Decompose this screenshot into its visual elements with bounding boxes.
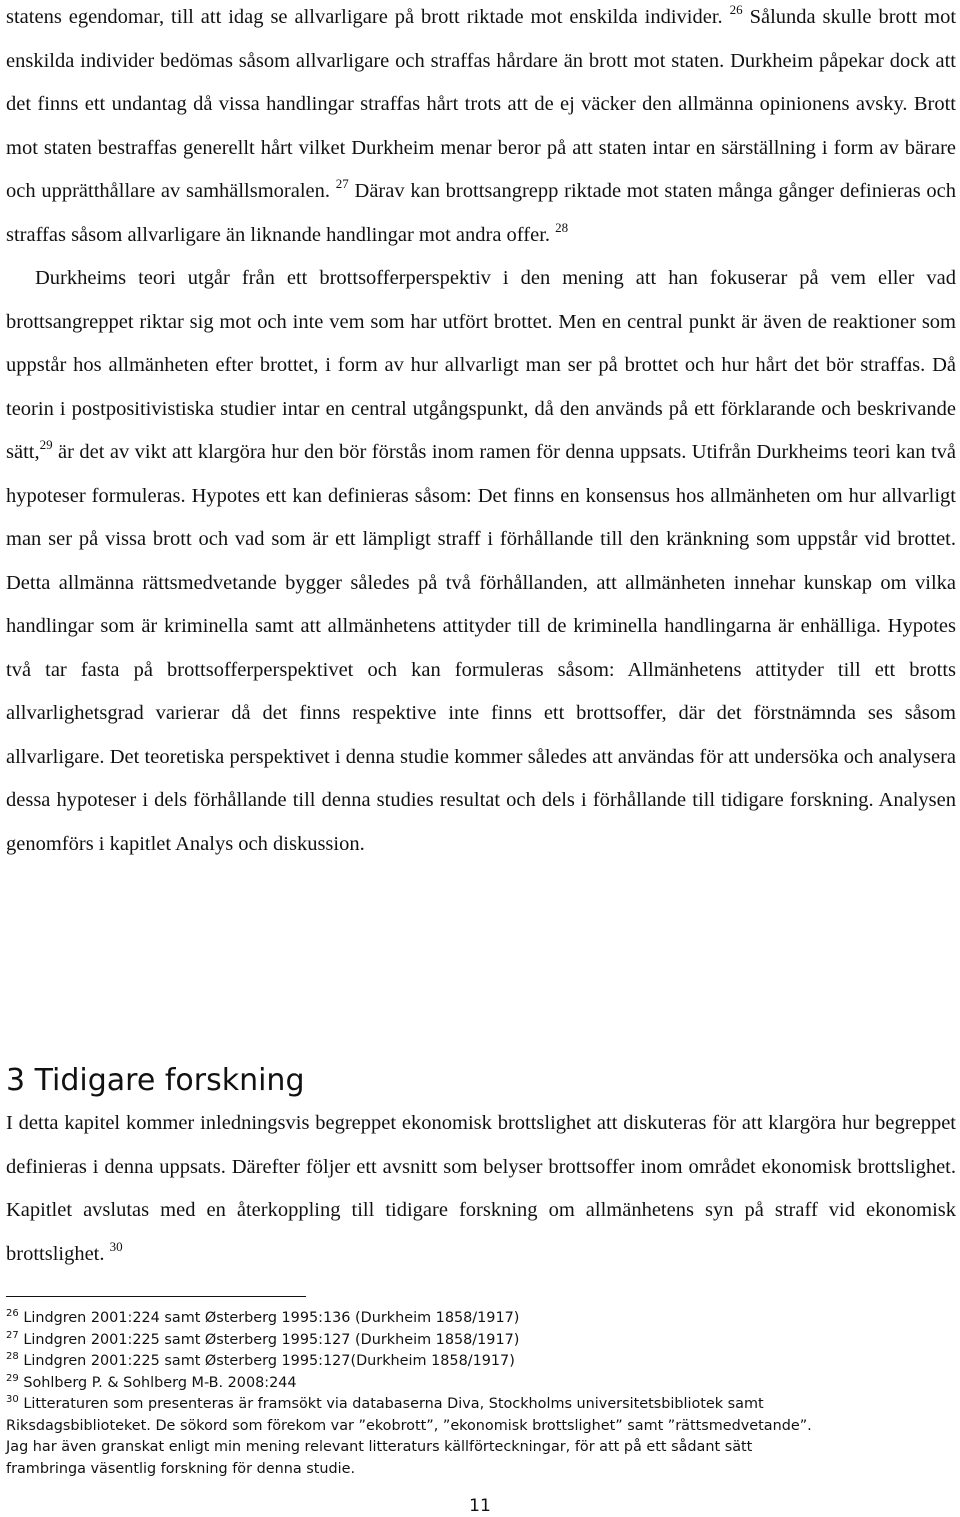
footnote-30-line-3: Jag har även granskat enligt min mening relevant litteraturs källförteckningar, för att på ett sådant sätt xyxy=(6,1439,753,1455)
footnote-27 xyxy=(6,1330,956,1352)
footnote-separator xyxy=(6,1296,306,1297)
body-text xyxy=(6,0,956,866)
footnote-number: 28 xyxy=(6,1351,19,1362)
footnote-29 xyxy=(6,1373,956,1395)
footnote-ref-30[interactable]: 30 xyxy=(109,1238,123,1254)
footnote-30-line-2: Riksdagsbiblioteket. De sökord som förekom var ”ekobrott”, ”ekonomisk brottslighet” samt ”rättsmedvetande”. xyxy=(6,1417,812,1434)
paragraph-3 xyxy=(6,1102,956,1276)
footnote-30-line-4: frambringa väsentlig forskning för denna studie. xyxy=(6,1460,356,1477)
paragraph-2 xyxy=(6,257,956,866)
footnote-text: Lindgren 2001:225 samt Østerberg 1995:127(Durkheim 1858/1917) xyxy=(23,1353,515,1369)
chapter-intro xyxy=(6,1102,956,1276)
page-number: 11 xyxy=(469,1496,491,1516)
footnote-number: 30 xyxy=(6,1394,19,1405)
paragraph-text: I detta kapitel kommer inledningsvis begreppet ekonomisk brottslighet att diskuteras för att klargöra hur begreppet definieras i denna uppsats. Därefter följer ett avsnitt som belyser brottsoffer inom området ekonomisk brottslighet. Kapitlet avslutas med en återkoppling till tidigare forskning om allmänhetens syn på straff vid ekonomisk brottslighet. xyxy=(6,1112,956,1265)
footnotes xyxy=(6,1308,956,1480)
footnote-text: Litteraturen som presenteras är framsökt via databaserna Diva, Stockholms universitetsbibliotek samt xyxy=(23,1396,764,1412)
paragraph-text: Durkheims teori utgår från ett brottsofferperspektiv i den mening att han fokuserar på vem eller vad brottsangreppet riktar sig mot och inte vem som har utfört brottet. Men en central punkt är även de reaktioner som uppstår hos allmänheten efter brottet, i form av hur allvarligt man ser på brottet och hur hårt det bör straffas. Då teorin i postpositivistiska studier intar en central utgångspunkt, då den används på ett förklarande och beskrivande sätt, xyxy=(6,267,956,463)
footnote-28 xyxy=(6,1351,956,1373)
footnote-number: 27 xyxy=(6,1329,19,1341)
footnote-30 xyxy=(6,1394,956,1416)
paragraph-text: Sålunda skulle brott mot enskilda individer bedömas såsom allvarligare och straffas hårdare än brott mot staten. Durkheim påpekar dock att det finns ett undantag då vissa handlingar straffas hårt trots att de ej väcker den allmänna opinionens avsky. Brott mot staten bestraffas generellt hårt vilket Durkheim menar beror på att staten intar en särställning i form av bärare och upprätthållare av samhällsmoralen. xyxy=(6,6,957,202)
footnote-number: 29 xyxy=(6,1372,19,1384)
paragraph-1 xyxy=(6,0,956,257)
footnote-text: Lindgren 2001:224 samt Østerberg 1995:136 (Durkheim 1858/1917) xyxy=(23,1310,520,1326)
paragraph-text: Därav kan brottsangrepp riktade mot staten många gånger definieras och straffas såsom allvarligare än liknande handlingar mot andra offer. xyxy=(6,180,957,246)
footnote-text: Sohlberg P. & Sohlberg M-B. 2008:244 xyxy=(23,1374,297,1391)
footnote-ref-27[interactable]: 27 xyxy=(335,176,349,191)
paragraph-text: statens egendomar, till att idag se allvarligare på brott riktade mot enskilda individer. xyxy=(6,6,723,28)
footnote-ref-28[interactable]: 28 xyxy=(555,219,569,235)
footnote-ref-29[interactable]: 29 xyxy=(39,437,53,452)
chapter-heading: 3 Tidigare forskning xyxy=(6,1063,305,1098)
footnote-text: Lindgren 2001:225 samt Østerberg 1995:127 (Durkheim 1858/1917) xyxy=(23,1331,520,1348)
footnote-number: 26 xyxy=(6,1308,19,1319)
footnote-26 xyxy=(6,1308,956,1330)
paragraph-text: är det av vikt att klargöra hur den bör förstås inom ramen för denna uppsats. Utifrån Durkheims teori kan två hypoteser formuleras. Hypotes ett kan definieras såsom: Det finns en konsensus hos allmänheten om hur allvarligt man ser på vissa brott och vad som är ett lämpligt straff i förhållande till den kränkning som uppstår vid brottet. Detta allmänna rättsmedvetande bygger således på två förhållanden, att allmänheten innehar kunskap om vilka handlingar som är kriminella samt att allmänhetens attityder till de kriminella handlingarna är enhälliga. Hypotes två tar fasta på brottsofferperspektivet och kan formuleras såsom: Allmänhetens attityder till ett brotts allvarlighetsgrad varierar då det finns respektive inte finns ett brottsoffer, där det förstnämnda ses såsom allvarligare. Det teoretiska perspektivet i denna studie kommer således att användas för att undersöka och analysera dessa hypoteser i dels förhållande till denna studies resultat och dels i förhållande till tidigare forskning. Analysen genomförs i kapitlet Analys och diskussion. xyxy=(6,441,956,855)
footnote-ref-26[interactable]: 26 xyxy=(729,2,743,17)
